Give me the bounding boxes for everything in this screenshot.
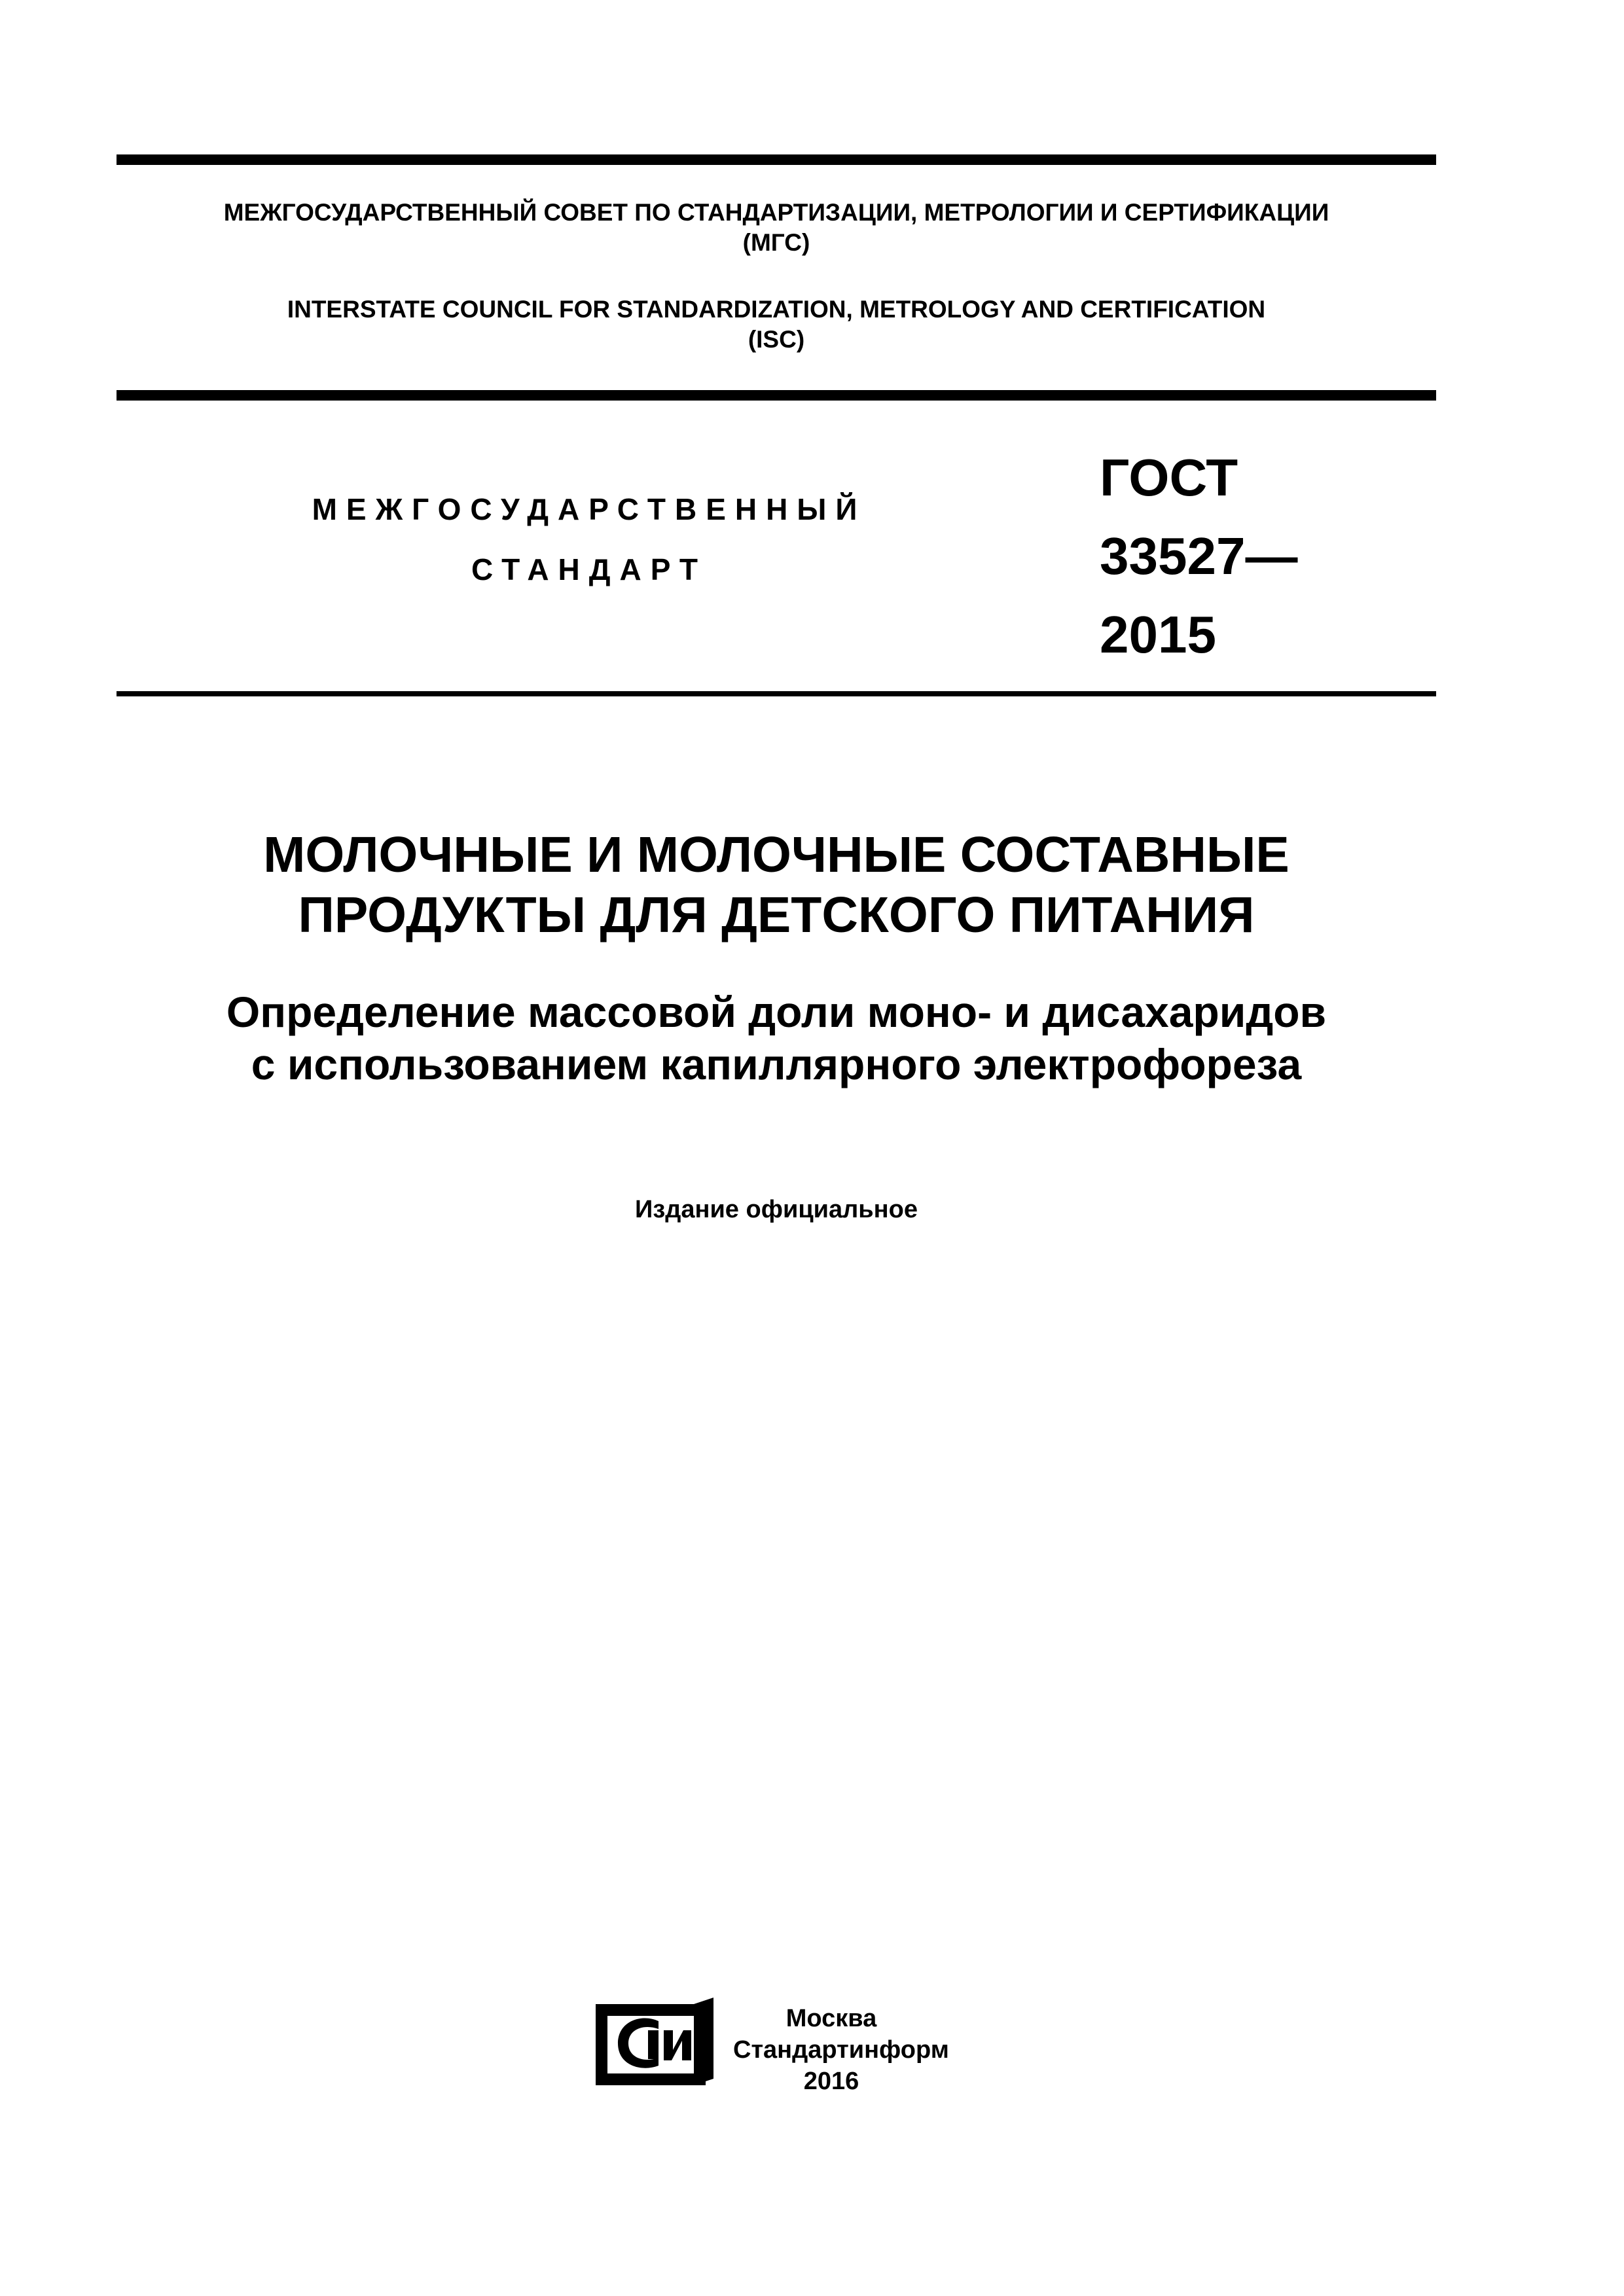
publisher-block — [733, 2003, 949, 2097]
standard-type-label — [196, 492, 982, 586]
gost-year: 2015 — [1100, 605, 1216, 664]
council-ru-abbr: (МГС) — [742, 229, 810, 256]
council-en-name: INTERSTATE COUNCIL FOR STANDARDIZATION, METROLOGY AND CERTIFICATION — [287, 296, 1266, 323]
standartinform-logo-icon — [596, 1998, 713, 2089]
edition-note — [117, 1195, 1436, 1224]
title-main-line1: МОЛОЧНЫЕ И МОЛОЧНЫЕ СОСТАВНЫЕ — [263, 827, 1290, 883]
council-ru — [117, 198, 1436, 258]
title-sub-line2: с использованием капиллярного электрофореза — [251, 1040, 1302, 1088]
standard-type-line2: СТАНДАРТ — [471, 552, 707, 586]
title-sub-line1: Определение массовой доли моно- и дисахаридов — [226, 988, 1327, 1036]
publisher-city: Москва — [785, 2005, 877, 2032]
publisher-year: 2016 — [803, 2068, 859, 2095]
gost-label: ГОСТ — [1100, 448, 1238, 507]
council-bottom-rule — [117, 390, 1436, 401]
title-main-line2: ПРОДУКТЫ ДЛЯ ДЕТСКОГО ПИТАНИЯ — [298, 887, 1255, 943]
header-bottom-rule — [117, 691, 1436, 696]
top-rule — [117, 154, 1436, 165]
gost-number: 33527— — [1100, 527, 1298, 585]
council-ru-name: МЕЖГОСУДАРСТВЕННЫЙ СОВЕТ ПО СТАНДАРТИЗАЦИИ, МЕТРОЛОГИИ И СЕРТИФИКАЦИИ — [223, 199, 1329, 226]
council-en — [117, 295, 1436, 355]
document-subtitle — [117, 986, 1436, 1090]
standard-type-line1: МЕЖГОСУДАРСТВЕННЫЙ — [312, 492, 867, 526]
council-en-abbr: (ISC) — [748, 326, 805, 353]
gost-designation — [1100, 448, 1298, 664]
publisher-name: Стандартинформ — [733, 2036, 949, 2064]
document-title — [117, 825, 1436, 945]
edition-text: Издание официальное — [635, 1196, 918, 1223]
